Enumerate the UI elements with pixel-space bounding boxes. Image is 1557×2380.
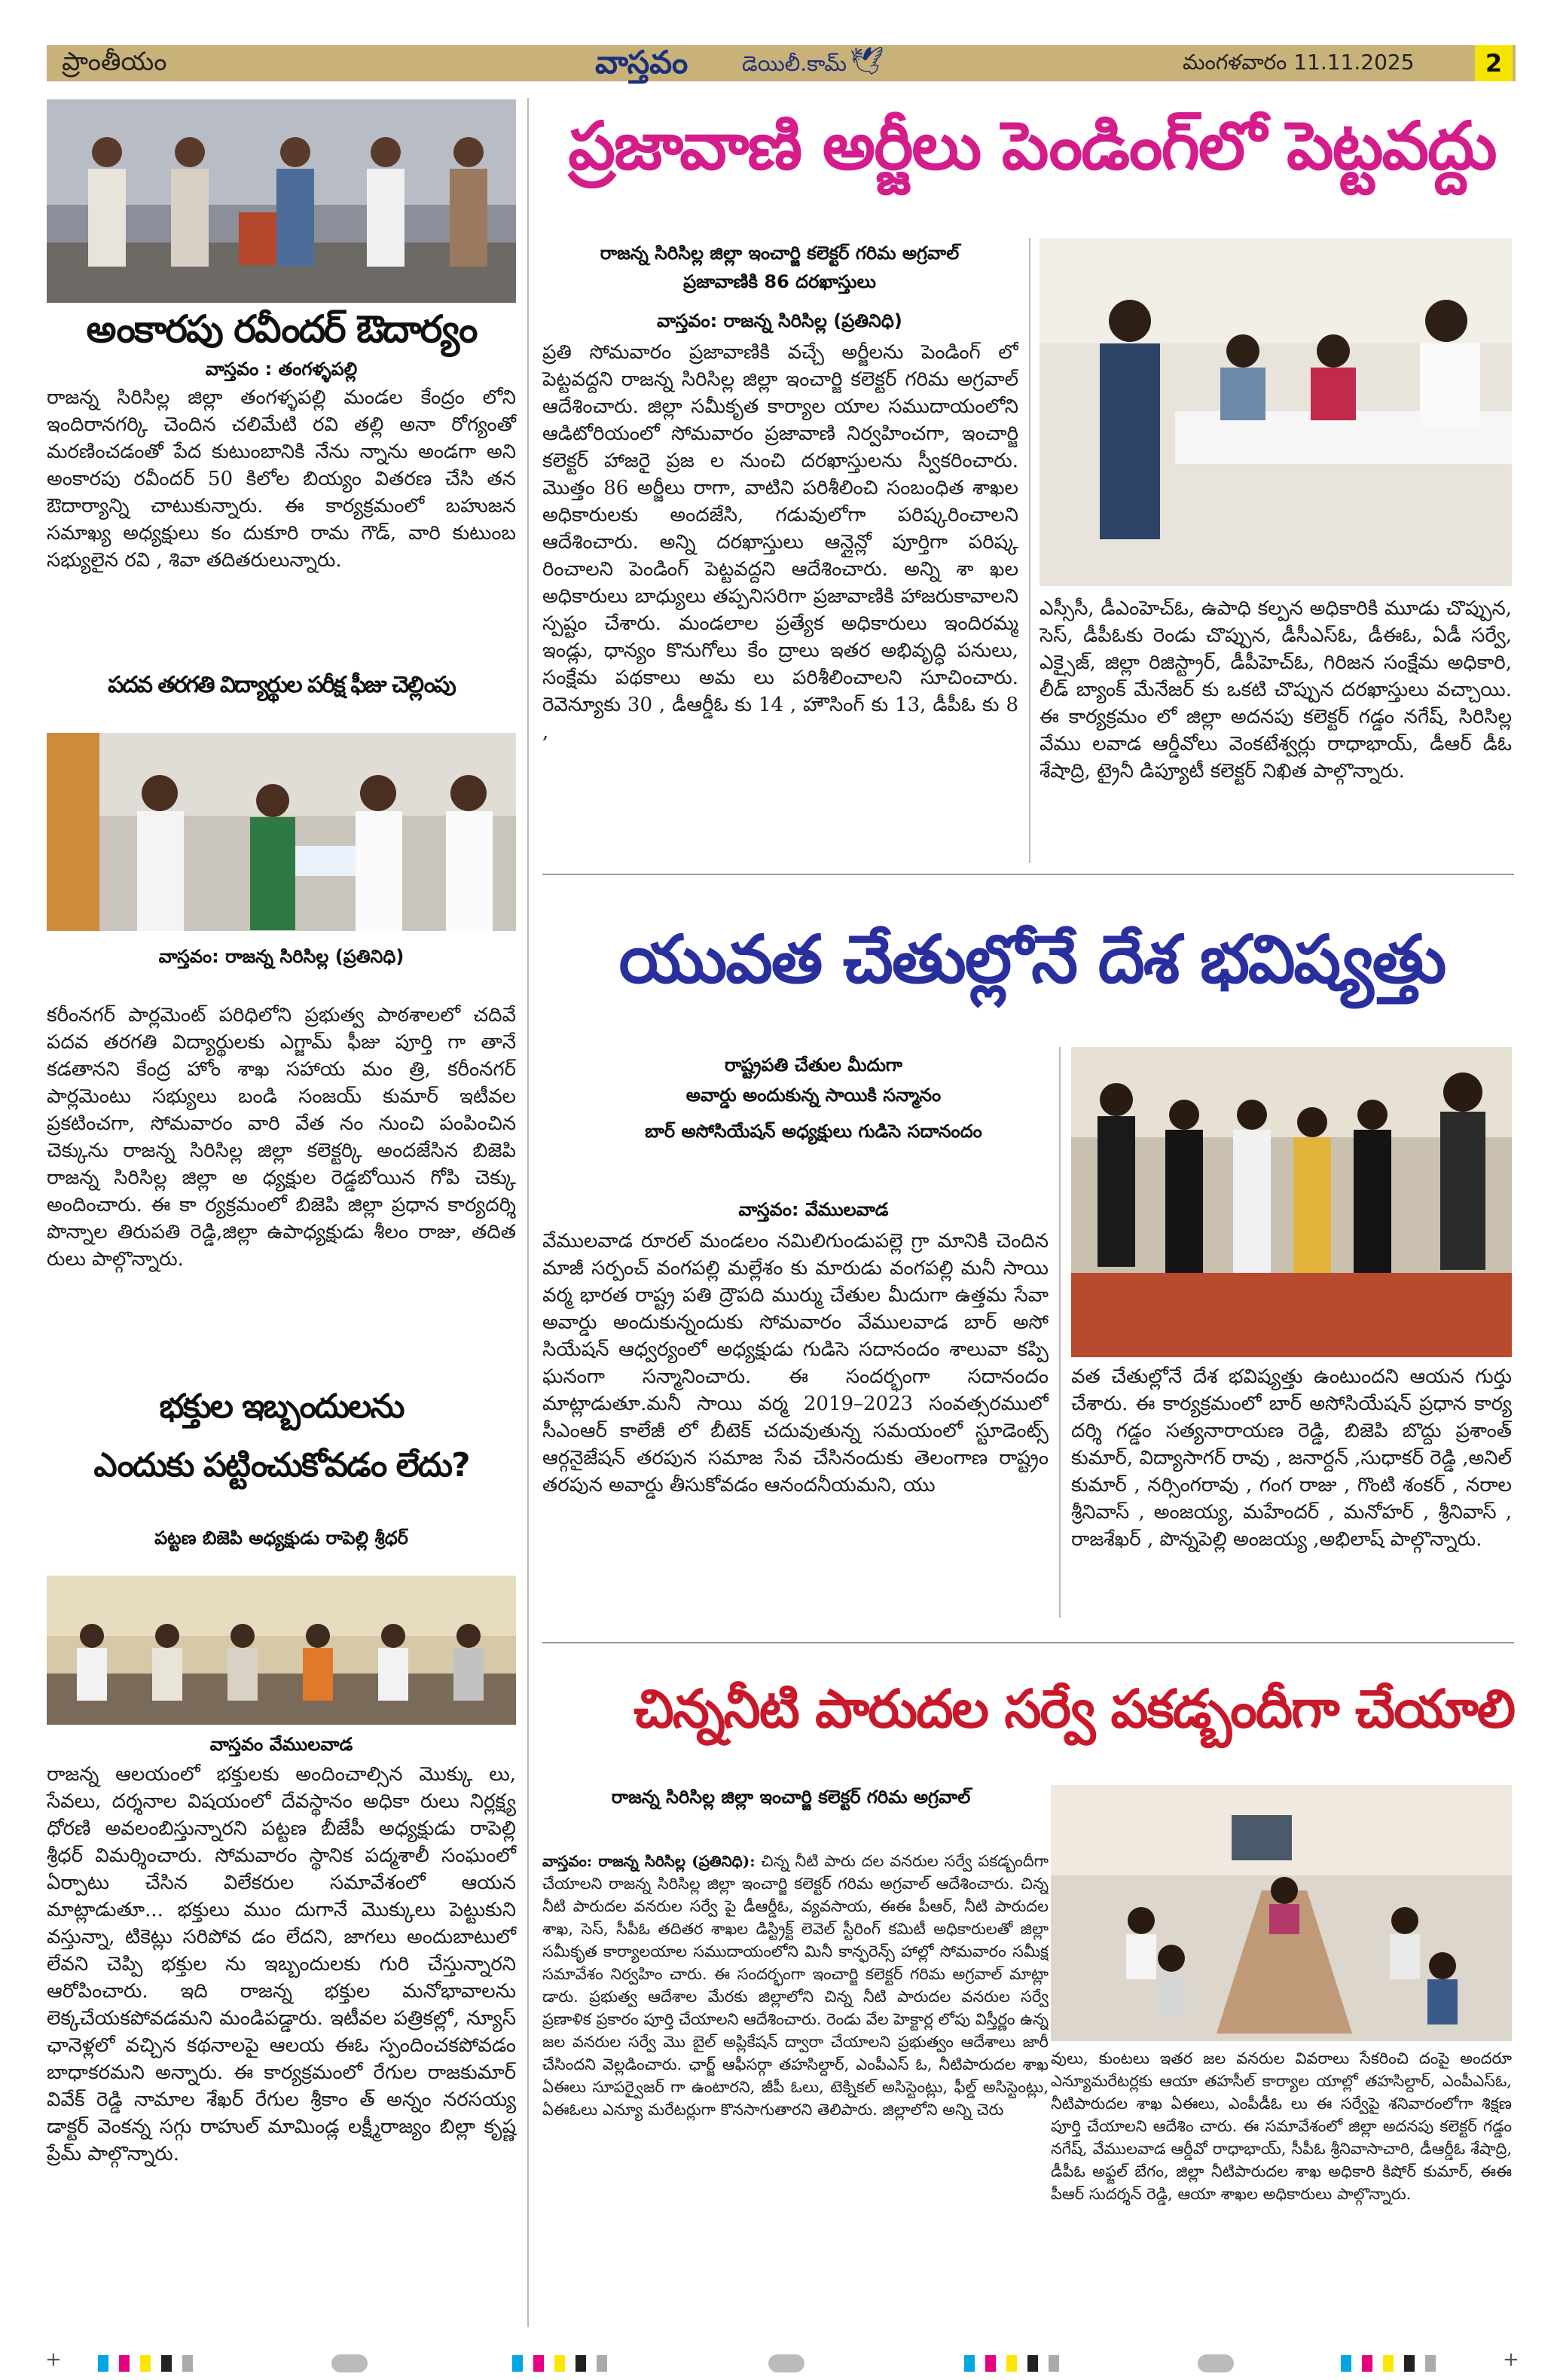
photo-cheque-handover (47, 733, 516, 931)
issue-date: మంగళవారం 11.11.2025 (1183, 50, 1415, 75)
body-story2: వేములవాడ రూరల్ మండలం నమిలిగుండుపల్లె గ్రా మానికి చెందిన మాజీ సర్పంచ్ వంగపల్లి మల్లేశం కు మారుడు వంగపల్లి మనీ సాయి వర్మ భారత రాష్ట్ర పతి ద్రౌపది ముర్ము చేతుల మీదుగా ఉత్తమ సేవా అవార్డు అందుకున్నందుకు సోమవారం వేములవాడ బార్ అసో సియేషన్ ఆధ్వర్యంలో అధ్యక్షుడు గుడిసె సదానందం శాలువా కప్పి ఘనంగా సన్మానించారు. ఈ సందర్భంగా సదానందం మాట్లాడుతూ.మనీ సాయి వర్మ 2019–2023 సంవత్సరములో సీఎంఆర్ కాలేజీ లో బీటెక్ చదువుతున్న సమయంలో స్టూడెంట్స్ ఆర్గనైజేషన్ తరపున సమాజ సేవ చేసినందుకు తెలంగాణ రాష్ట్రం తరపున అవార్డు తీసుకోవడం ఆనందనీయమని, యు (542, 1230, 1049, 1497)
dateline-story3: వాస్తవం: రాజన్న సిరిసిల్ల (ప్రతినిధి): (542, 1852, 756, 1870)
registration-oval-2 (768, 2354, 804, 2372)
color-bar-3 (964, 2355, 1059, 2372)
headline-left2: పదవ తరగతి విద్యార్థుల పరీక్ష ఫీజు చెల్లింపు (108, 672, 455, 698)
color-bar-4 (1341, 2355, 1436, 2372)
story1-bottom-rule (542, 874, 1514, 875)
subhead-story2-a: రాష్ట్రపతి చేతుల మీదుగా (724, 1054, 903, 1076)
body-story3 (542, 1850, 1049, 2332)
headline-story1: ప్రజావాణి అర్జీలు పెండింగ్‌లో పెట్టవద్దు (568, 107, 1496, 185)
color-bar-2 (512, 2355, 607, 2372)
body-story2-right: వత చేతుల్లోనే దేశ భవిష్యత్తు ఉంటుందని ఆయన గుర్తు చేశారు. ఈ కార్యక్రమంలో బార్ అసోసియేషన్ ప్రధాన కార్య దర్శి గడ్డం సత్యనారాయణ రెడ్డి, బిజెపి బొద్దు ప్రశాంత్ కుమార్, విద్యాసాగర్ రావు , జనార్దన్ ,సుధాకర్ రెడ్డి ,అనిల్ కుమార్ , నర్సింగరావు , గంగ రాజు , గొంటి శంకర్ , నరాల శ్రీనివాస్ , అంజయ్య, మహేందర్ , మనోహర్ , శ్రీనివాస్ , రాజశేఖర్ , పొన్నపెల్లి అంజయ్య ,అభిలాష్ పాల్గొన్నారు. (1071, 1365, 1512, 1551)
story2-column-rule (1059, 1047, 1061, 1618)
dateline-left1: వాస్తవం : తంగళ్ళపల్లి (205, 359, 358, 380)
section-label: ప్రాంతీయం (62, 47, 167, 77)
photo-group-rice-distribution (47, 99, 516, 303)
photo-review-meeting (1051, 1785, 1512, 2041)
registration-oval-3 (1198, 2354, 1234, 2372)
photo-prajavani-collector (1040, 238, 1512, 586)
photo-bar-association-felicitation (1071, 1047, 1512, 1357)
bird-logo-icon: 🕊 (850, 46, 884, 77)
body-story1-right: ఎస్సీసీ, డీఎంహెచ్ఓ, ఉపాధి కల్పన అధికారికి మూడు చొప్పున, సెస్, డీపీఓకు రెండు చొప్పున, డీసీఎస్ఓ, డీఈఓ, ఏడీ సర్వే, ఎక్సైజ్, జిల్లా రిజిస్ట్రార్, డీపీహెచ్ఓ, గిరిజన సంక్షేమ అధికారి, లీడ్ బ్యాంక్ మేనేజర్ కు ఒకటి చొప్పున దరఖాస్తులు వచ్చాయి. ఈ కార్యక్రమం లో జిల్లా అదనపు కలెక్టర్ గడ్డం నగేష్, సిరిసిల్ల వేము లవాడ ఆర్డీవోలు వెంకటేశ్వర్లు రాధాభాయ్, డీఆర్ డీఓ శేషాద్రి, ట్రైనీ డిప్యూటీ కలెక్టర్ నిఖిత పాల్గొన్నారు. (1040, 597, 1512, 783)
subhead-story2-c: బార్ అసోసియేషన్ అధ్యక్షులు గుడిసె సదానందం (645, 1121, 982, 1142)
story2-bottom-rule (542, 1642, 1514, 1643)
newspaper-domain: డెయిలీ.కామ్ (742, 51, 847, 76)
headline-left1: అంకారపు రవీందర్ ఔదార్యం (86, 307, 477, 351)
headline-left3-line2: ఎందుకు పట్టించుకోవడం లేదు? (93, 1446, 469, 1484)
subhead-story2-b: అవార్డు అందుకున్న సాయికి సన్మానం (685, 1085, 942, 1106)
headline-story3: చిన్ననీటి పారుదల సర్వే పకడ్బందీగా చేయాలి (633, 1678, 1514, 1740)
body-story3-text: చిన్న నీటి పారు దల వనరుల సర్వే పకడ్బందీగా చేయాలని రాజన్న సిరిసిల్ల జిల్లా ఇంచార్జి కలెక్టర్ గరిమ అగ్రవాల్ ఆదేశించారు. చిన్న నీటి పారుదల వనరుల సర్వే పై డీఆర్డీఓ, వ్యవసాయ, ఈఈ పీఆర్, నీటి పారుదల శాఖ, సెస్, సీపీఓ తదితర శాఖల డిస్ట్రిక్ట్ లెవెల్ స్టీరింగ్ కమిటీ అధికారులతో జిల్లా సమీకృత కార్యాలయాల సముదాయంలోని మినీ కాన్ఫరెన్స్ హాల్లో సోమవారం సమీక్ష సమావేశం నిర్వహిం చారు. ఈ సందర్భంగా ఇంచార్జి కలెక్టర్ గరిమ అగ్రవాల్ మాట్లా డారు. ప్రభుత్వ ఆదేశాల మేరకు జిల్లాలోని చిన్న నీటి పారుదల వనరుల సర్వే ప్రణాళిక ప్రకారం పూర్తి చేయాలని ఆదేశించారు. రెండు వేల హెక్టార్ల లోపు విస్తీర్ణం ఉన్న జల వనరుల సర్వే మొ బైల్ అప్లికేషన్ ద్వారా చేయాలని ప్రభుత్వం ఆదేశాలు జారీ చేసిందని వెల్లడించారు. ఛార్జ్ ఆఫీసర్గా తహసిల్దార్, ఎంపీఎస్ ఓ, నీటిపారుదల శాఖ ఏఈలు సూపర్వైజర్ గా ఉంటారని, జీపీ ఓలు, టెక్నికల్ అసిస్టెంట్లు, ఫీల్డ్ అసిస్టెంట్లు, ఏఈఓలు ఎన్యూ మరేటర్లుగా కొనసాగుతారని తెలిపారు. జిల్లాలోని అన్ని చెరు (542, 1852, 1049, 2119)
headline-story2: యువత చేతుల్లోనే దేశ భవిష్యత్తు (618, 920, 1446, 998)
body-story1: ప్రతి సోమవారం ప్రజావాణికి వచ్చే అర్జీలను పెండింగ్ లో పెట్టవద్దని రాజన్న సిరిసిల్ల జిల్లా ఇంచార్జి కలెక్టర్ గరిమ అగ్రవాల్ ఆదేశించారు. జిల్లా సమీకృత కార్యాల యాల సముదాయంలోని ఆడిటోరియంలో సోమవారం ప్రజావాణి నిర్వహించగా, ఇంచార్జి కలెక్టర్ హాజరై ప్రజ ల నుంచి దరఖాస్తులను స్వీకరించారు. మొత్తం 86 అర్జీలు రాగా, వాటిని పరిశీలించి సంబంధిత శాఖల అధికారులకు అందజేసి, గడువులోగా పరిష్కరించాలని ఆదేశించారు. అన్ని దరఖాస్తులు ఆన్లైన్లో పూర్తిగా పరిష్క రించాలని పెండింగ్ పెట్టవద్దని ఆదేశించారు. అన్ని శా ఖల అధికారులు బాధ్యులు తప్పనిసరిగా ప్రజావాణికి హాజరుకావాలని స్పష్టం చేశారు. మండలాల ప్రత్యేక అధికారులు ఇందిరమ్మ ఇండ్లు, ధాన్యం కొనుగోలు కేం ద్రాలు ఇతర అభివృద్ధి పనులు, సంక్షేమ పథకాలు అమ లు పరిశీలించాలని సూచించారు. రెవెన్యూకు 30 , డీఆర్డీఓ కు 14 , హౌసింగ్ కు 13, డీపీఓ కు 8 , (542, 341, 1018, 743)
body-left2: కరీంనగర్ పార్లమెంట్ పరిధిలోని ప్రభుత్వ పాఠశాలలో చదివే పదవ తరగతి విద్యార్థులకు ఎగ్జామ్ ఫీజు పూర్తి గా తానే కడతానని కేంద్ర హోం శాఖ సహాయ మం త్రి, కరీంనగర్ పార్లమెంటు సభ్యులు బండి సంజయ్ కుమార్ ఇటీవల ప్రకటించగా, సోమవారం వారి వేత నం నుంచి పంపించిన చెక్కును రాజన్న సిరిసిల్ల జిల్లా కలెక్టర్కి అందజేసిన బిజెపి రాజన్న సిరిసిల్ల జిల్లా అ ధ్యక్షుల రెడ్డబోయిన గోపి చెక్కు అందించారు. ఈ కా ర్యక్రమంలో బిజెపి జిల్లా ప్రధాన కార్యదర్శి పొన్నాల తిరుపతి రెడ్డి,జిల్లా ఉపాధ్యక్షుడు శీలం రాజు, తదిత రులు పాల్గొన్నారు. (47, 1004, 516, 1271)
dateline-left2: వాస్తవం: రాజన్న సిరిసిల్ల (ప్రతినిధి) (158, 946, 405, 967)
body-left1: రాజన్న సిరిసిల్ల జిల్లా తంగళ్ళపల్లి మండల కేంద్రం లోని ఇందిరానగర్కి చెందిన చలిమేటి రవి తల్లి అనా రోగ్యంతో మరణించడంతో పేద కుటుంబానికి నేను న్నాను అండగా అని అంకారపు రవీందర్ 50 కిలోల బియ్యం వితరణ చేసి తన ఔదార్యాన్ని చాటుకున్నారు. ఈ కార్యక్రమంలో బహుజన సమాఖ్య అధ్యక్షులు కం దుకూరి రామ గౌడ్, వారి కుటుంబ సభ్యులైన రవి , శివా తదితరులున్నారు. (47, 386, 516, 572)
subhead-story1-b: ప్రజావాణికి 86 దరఖాస్తులు (683, 271, 876, 292)
subhead-story3: రాజన్న సిరిసిల్ల జిల్లా ఇంచార్జి కలెక్టర్ గరిమ అగ్రవాల్ (611, 1787, 971, 1808)
headline-left3-line1: భక్తుల ఇబ్బందులను (159, 1387, 404, 1426)
page-number: 2 (1475, 45, 1513, 81)
dateline-story1: వాస్తవం: రాజన్న సిరిసిల్ల (ప్రతినిధి) (657, 310, 902, 331)
newspaper-logo: వాస్తవం (595, 44, 688, 81)
subhead-story1-a: రాజన్న సిరిసిల్ల జిల్లా ఇంచార్జి కలెక్టర్ గరిమ అగ్రవాల్ (600, 243, 960, 264)
dateline-left3: వాస్తవం వేములవాడ (209, 1734, 353, 1755)
photo-press-meet (47, 1576, 516, 1725)
registration-mark-left: + (45, 2348, 62, 2371)
registration-mark-right: + (1503, 2348, 1519, 2371)
body-left3: రాజన్న ఆలయంలో భక్తులకు అందించాల్సిన మొక్కు లు, సేవలు, దర్శనాల విషయంలో దేవస్థానం అధికా రులు నిర్లక్ష్య ధోరణి అవలంబిస్తున్నారని పట్టణ బీజేపీ అధ్యక్షుడు రాపెల్లి శ్రీధర్ విమర్శించారు. సోమవారం స్థానిక పద్మశాలీ సంఘంలో ఏర్పాటు చేసిన విలేకరుల సమావేశంలో ఆయన మాట్లాడుతూ... భక్తులు ముం దుగానే మొక్కులు పెట్టుకుని వస్తున్నా, టికెట్లు సరిపోవ డం లేదని, జాగలు అందుబాటులో లేవని చెప్పి భక్తుల ను ఇబ్బందులకు గురి చేస్తున్నారని ఆరోపించారు. ఇది రాజన్న భక్తుల మనోభావాలను లెక్కచేయకపోవడమని మండిపడ్డారు. ఇటీవల పత్రికల్లో, న్యూస్ ఛానెళ్లలో వచ్చిన కథనాలపై ఆలయ ఈఓ స్పందించకపోవడం బాధాకరమని అన్నారు. ఈ కార్యక్రమంలో రేగుల రాజకుమార్ వివేక్ రెడ్డి నామాల శేఖర్ రేగుల శ్రీకాం త్ అన్నం నరసయ్య డాక్టర్ వెంకన్న సగ్గు రాహుల్ మామిండ్ల లక్ష్మీరాజ్యం బిల్లా కృష్ణ ప్రేమ్ పాల్గొన్నారు. (47, 1763, 516, 2165)
body-story3-right: వులు, కుంటలు ఇతర జల వనరుల వివరాలు సేకరించి దంపై అందరూ ఎన్యూమరేటర్లకు ఆయా తహసీల్ కార్యాల యాల్లో తహసిల్దార్, ఎంపీఎస్ఓ, నీటిపారుదల శాఖ ఏఈలు, ఎంపీడీఓ లు ఈ సర్వేపై శనివారంలోగా శిక్షణ పూర్తి చేయాలని ఆదేశిం చారు. ఈ సమావేశంలో జిల్లా అదనపు కలెక్టర్ గడ్డం నగేష్, వేములవాడ ఆర్డీవో రాధాభాయ్, సీపీఓ శ్రీనివాసాచారి, డీఆర్డీఓ శేషాద్రి, డీపీఓ అఫ్జల్ బేగం, జిల్లా నీటిపారుదల శాఖ అధికారి కిషోర్ కుమార్, ఈఈ పీఆర్ సుదర్శన్ రెడ్డి, ఆయా శాఖల అధికారులు పాల్గొన్నారు. (1051, 2049, 1512, 2203)
registration-oval-1 (331, 2354, 368, 2372)
dateline-story2: వాస్తవం: వేములవాడ (738, 1199, 889, 1220)
subhead-left3: పట్టణ బిజెపి అధ్యక్షుడు రాపెల్లి శ్రీధర్ (154, 1527, 408, 1549)
story1-column-rule (1029, 238, 1030, 863)
color-bar-1 (98, 2355, 193, 2372)
column-rule (527, 98, 529, 2327)
